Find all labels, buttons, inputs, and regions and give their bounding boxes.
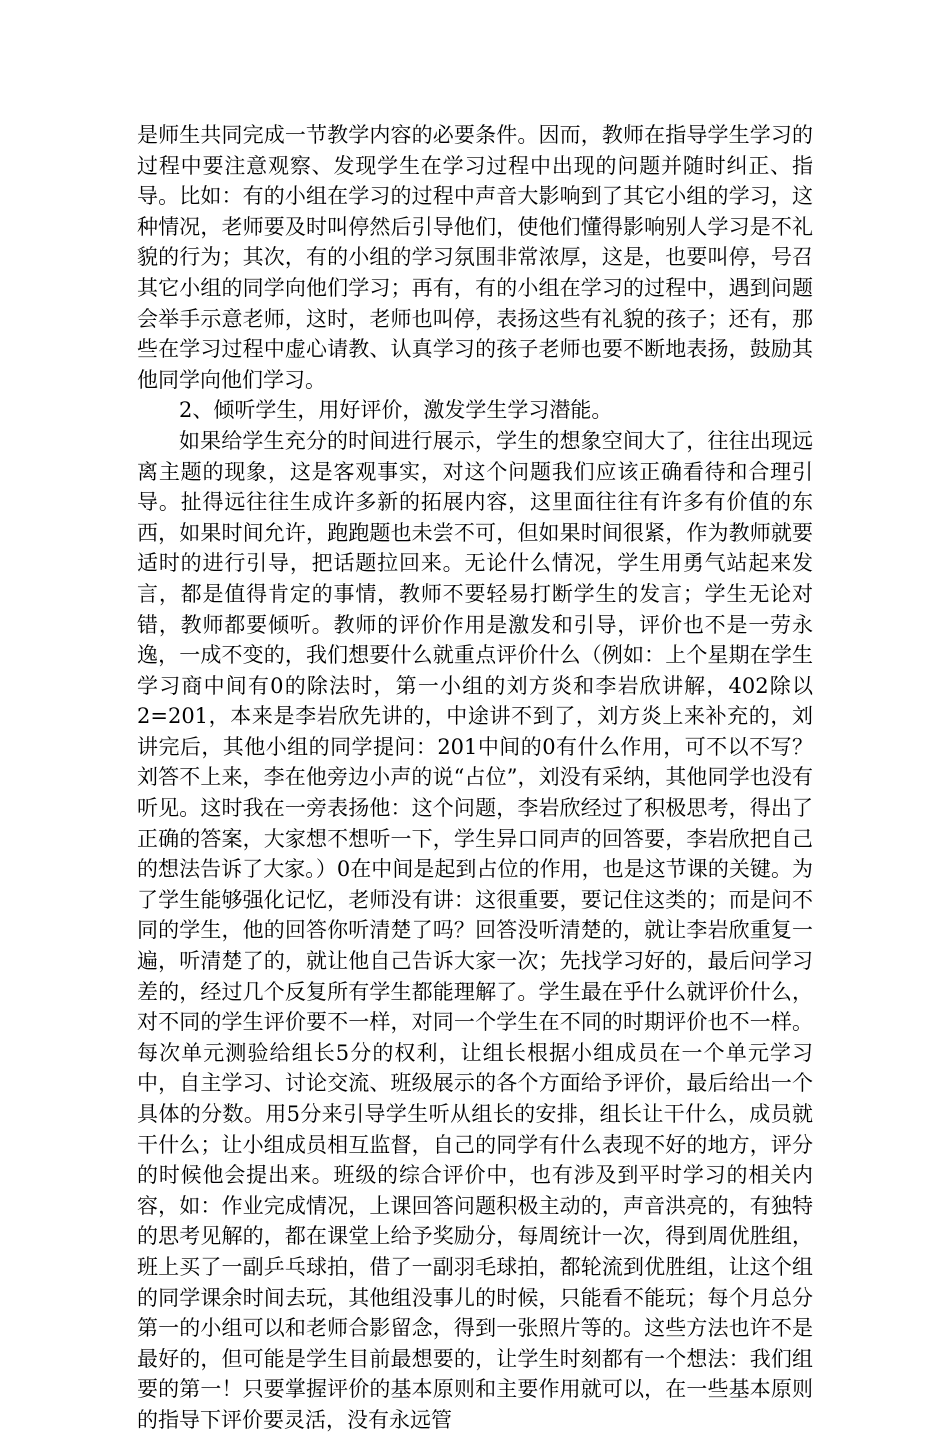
paragraph-continued: 是师生共同完成一节教学内容的必要条件。因而，教师在指导学生学习的过程中要注意观察、发现学生在学习过程中出现的问题并随时纠正、指导。比如：有的小组在学习的过程中声音大影响到了其它小组的学习，这种情况，老师要及时叫停然后引导他们，使他们懂得影响别人学习是不礼貌的行为；其次，有的小组的学习氛围非常浓厚，这是，也要叫停，号召其它小组的同学向他们学习；再有，有的小组在学习的过程中，遇到问题会举手示意老师，这时，老师也叫停，表扬这些有礼貌的孩子；还有，那些在学习过程中虚心请教、认真学习的孩子老师也要不断地表扬，鼓励其他同学向他们学习。 — [137, 123, 813, 392]
paragraph-evaluation: 如果给学生充分的时间进行展示，学生的想象空间大了，往往出现远离主题的现象，这是客观事实，对这个问题我们应该正确看待和合理引导。扯得远往往生成许多新的拓展内容，这里面往往有许多有价值的东西，如果时间允许，跑跑题也未尝不可，但如果时间很紧，作为教师就要适时的进行引导，把话题拉回来。无论什么情况，学生用勇气站起来发言，都是值得肯定的事情，教师不要轻易打断学生的发言；学生无论对错，教师都要倾听。教师的评价作用是激发和引导，评价也不是一劳永逸，一成不变的，我们想要什么就重点评价什么（例如：上个星期在学生学习商中间有0的除法时，第一小组的刘方炎和李岩欣讲解，402除以2=201，本来是李岩欣先讲的，中途讲不到了，刘方炎上来补充的，刘讲完后，其他小组的同学提问：201中间的0有什么作用，可不以不写？刘答不上来，李在他旁边小声的说“占位”，刘没有采纳，其他同学也没有听见。这时我在一旁表扬他：这个问题，李岩欣经过了积极思考，得出了正确的答案，大家想不想听一下，学生异口同声的回答要，李岩欣把自己的想法告诉了大家。）0在中间是起到占位的作用，也是这节课的关键。为了学生能够强化记忆，老师没有讲：这很重要，要记住这类的；而是问不同的学生，他的回答你听清楚了吗？回答没听清楚的，就让李岩欣重复一遍，听清楚了的，就让他自己告诉大家一次；先找学习好的，最后问学习差的，经过几个反复所有学生都能理解了。学生最在乎什么就评价什么，对不同的学生评价要不一样，对同一个学生在不同的时期评价也不一样。每次单元测验给组长5分的权利，让组长根据小组成员在一个单元学习中，自主学习、讨论交流、班级展示的各个方面给予评价，最后给出一个具体的分数。用5分来引导学生听从组长的安排，组长让干什么，成员就干什么；让小组成员相互监督，自己的同学有什么表现不好的地方，评分的时候他会提出来。班级的综合评价中，也有涉及到平时学习的相关内容，如：作业完成情况，上课回答问题积极主动的，声音洪亮的，有独特的思考见解的，都在课堂上给予奖励分，每周统计一次，得到周优胜组，班上买了一副乒乓球拍，借了一副羽毛球拍，都轮流到优胜组，让这个组的同学课余时间去玩，其他组没事儿的时候，只能看不能玩；每个月总分第一的小组可以和老师合影留念，得到一张照片等的。这些方法也许不是最好的，但可能是学生目前最想要的，让学生时刻都有一个想法：我们组要的第一！只要掌握评价的基本原则和主要作用就可以，在一些基本原则的指导下评价要灵活，没有永远管 — [137, 428, 813, 1432]
section-heading-2: 2、倾听学生，用好评价，激发学生学习潜能。 — [179, 398, 613, 423]
body-text — [137, 120, 813, 1436]
